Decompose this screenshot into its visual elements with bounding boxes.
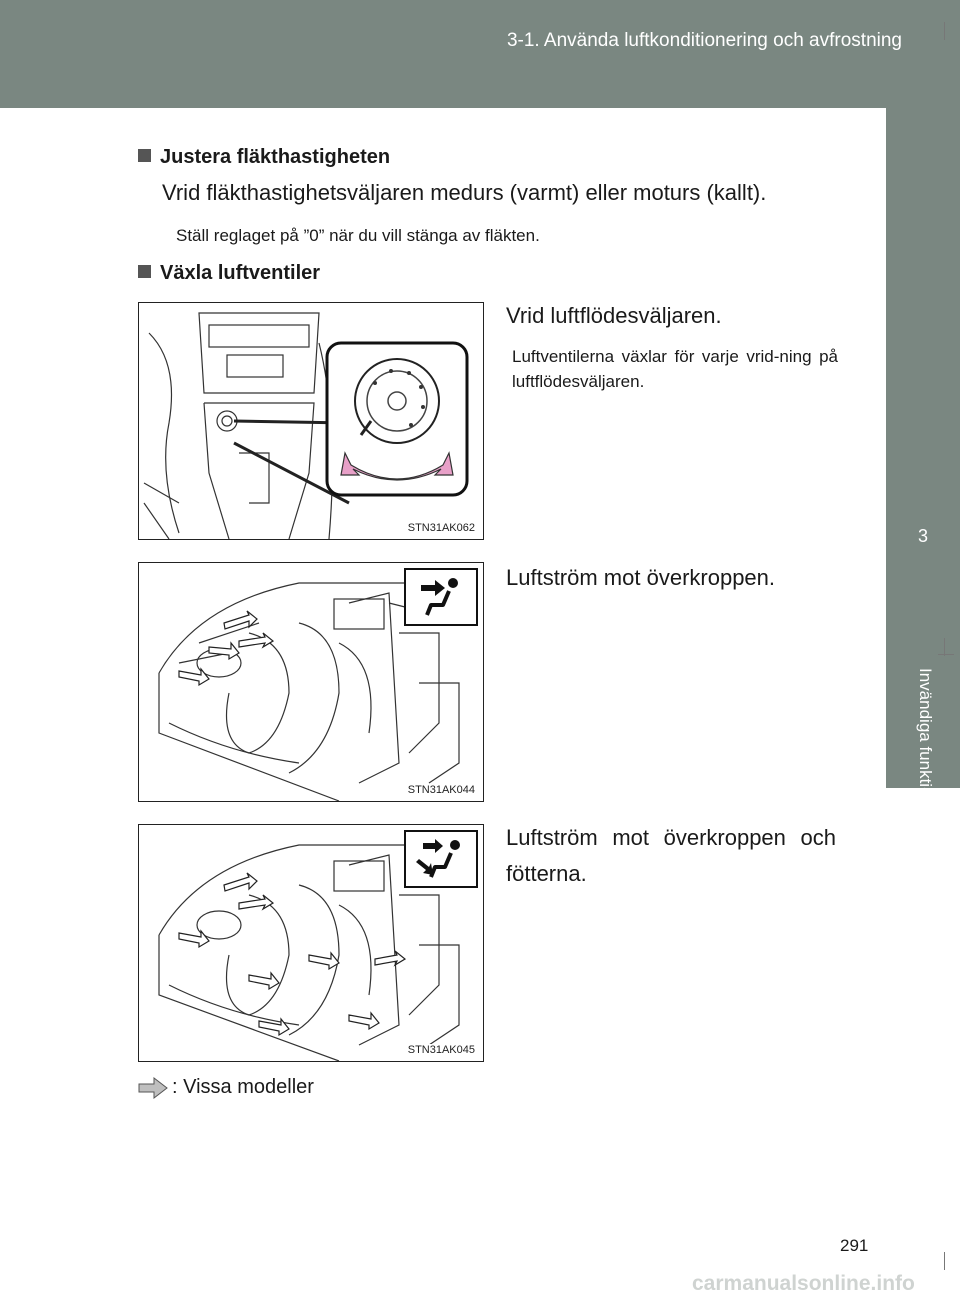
footnote-text: : Vissa modeller — [172, 1076, 314, 1098]
watermark: carmanualsonline.info — [692, 1272, 915, 1295]
page-number: 291 — [840, 1236, 869, 1255]
face-feet-airflow-icon — [415, 837, 467, 881]
crop-mark — [944, 22, 945, 40]
footnote — [138, 1076, 314, 1099]
chapter-side-tab — [886, 108, 960, 822]
figure-code: STN31AK044 — [407, 784, 475, 796]
figure-dashboard-dial — [138, 302, 484, 540]
figure-face-airflow — [138, 562, 484, 802]
figure-2-title: Luftström mot överkroppen. — [506, 565, 776, 590]
figure-face-feet-airflow — [138, 824, 484, 1062]
section-heading-fan-speed — [138, 146, 390, 169]
section-heading-air-vents — [138, 262, 320, 285]
some-models-arrow-icon — [138, 1077, 168, 1099]
chapter-title: 3-1. Använda luftkonditionering och avfrostning — [506, 30, 902, 51]
figure-1-title: Vrid luftflödesväljaren. — [506, 303, 722, 328]
figure-3-title: Luftström mot överkroppen och fötterna. — [506, 825, 836, 886]
face-airflow-icon — [415, 575, 465, 619]
section-heading-text: Justera fläkthastigheten — [160, 146, 391, 168]
chapter-label: Invändiga funktioner — [916, 668, 935, 822]
bullet-square-icon — [138, 265, 151, 278]
crop-mark — [944, 1252, 945, 1270]
chapter-number: 3 — [917, 526, 928, 546]
fan-speed-note: Ställ reglaget på ”0” när du vill stänga av fläkten. — [176, 226, 540, 245]
fan-speed-text: Vrid fläkthastighetsväljaren medurs (varmt) eller moturs (kallt). — [162, 180, 767, 205]
figure-1-description: Luftventilerna växlar för varje vrid-ning på luftflödesväljaren. — [512, 347, 838, 391]
figure-code: STN31AK045 — [407, 1044, 475, 1056]
bullet-square-icon — [138, 149, 151, 162]
header-band — [0, 0, 960, 108]
dashboard-illustration — [139, 303, 483, 539]
figure-code: STN31AK062 — [407, 522, 475, 534]
crop-mark — [938, 654, 954, 655]
section-heading-text: Växla luftventiler — [160, 262, 321, 284]
